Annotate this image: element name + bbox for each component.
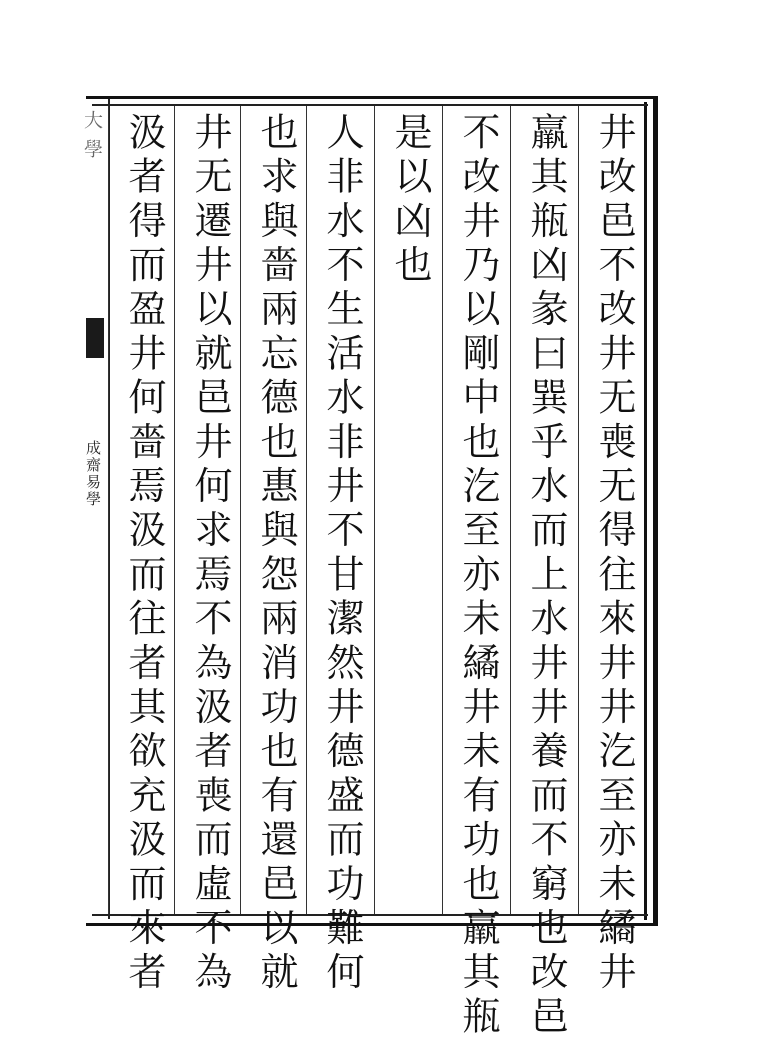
margin-title: 成齋易學	[84, 440, 102, 508]
text-column-2: 羸其瓶凶彖曰巽乎水而上水井井養而不窮也改邑	[524, 112, 568, 1040]
text-column-8: 汲者得而盈井何嗇焉汲而往者其欲充汲而來者	[122, 112, 166, 996]
margin-marks: 大學	[81, 110, 103, 168]
column-rule	[240, 106, 241, 914]
fishtail-block	[86, 318, 104, 358]
column-rule	[374, 106, 375, 914]
text-column-7: 井无遷井以就邑井何求焉不為汲者喪而虛不為	[188, 112, 232, 996]
column-rule	[442, 106, 443, 914]
column-rule	[578, 106, 579, 914]
text-column-4: 是以凶也	[388, 112, 432, 289]
top-rule	[92, 104, 648, 106]
column-rule	[306, 106, 307, 914]
column-rule	[108, 106, 109, 914]
column-rule	[510, 106, 511, 914]
column-rule	[174, 106, 175, 914]
inner-border-right	[644, 102, 647, 920]
text-column-1: 井改邑不改井无喪无得往來井井汔至亦未繘井	[592, 112, 636, 996]
text-column-3: 不改井乃以剛中也汔至亦未繘井未有功也羸其瓶	[456, 112, 500, 1040]
text-column-5: 人非水不生活水非井不甘潔然井德盛而功難何	[320, 112, 364, 996]
margin-strip	[81, 99, 110, 919]
text-column-6: 也求與嗇兩忘德也惠與怨兩消功也有還邑以就	[254, 112, 298, 996]
